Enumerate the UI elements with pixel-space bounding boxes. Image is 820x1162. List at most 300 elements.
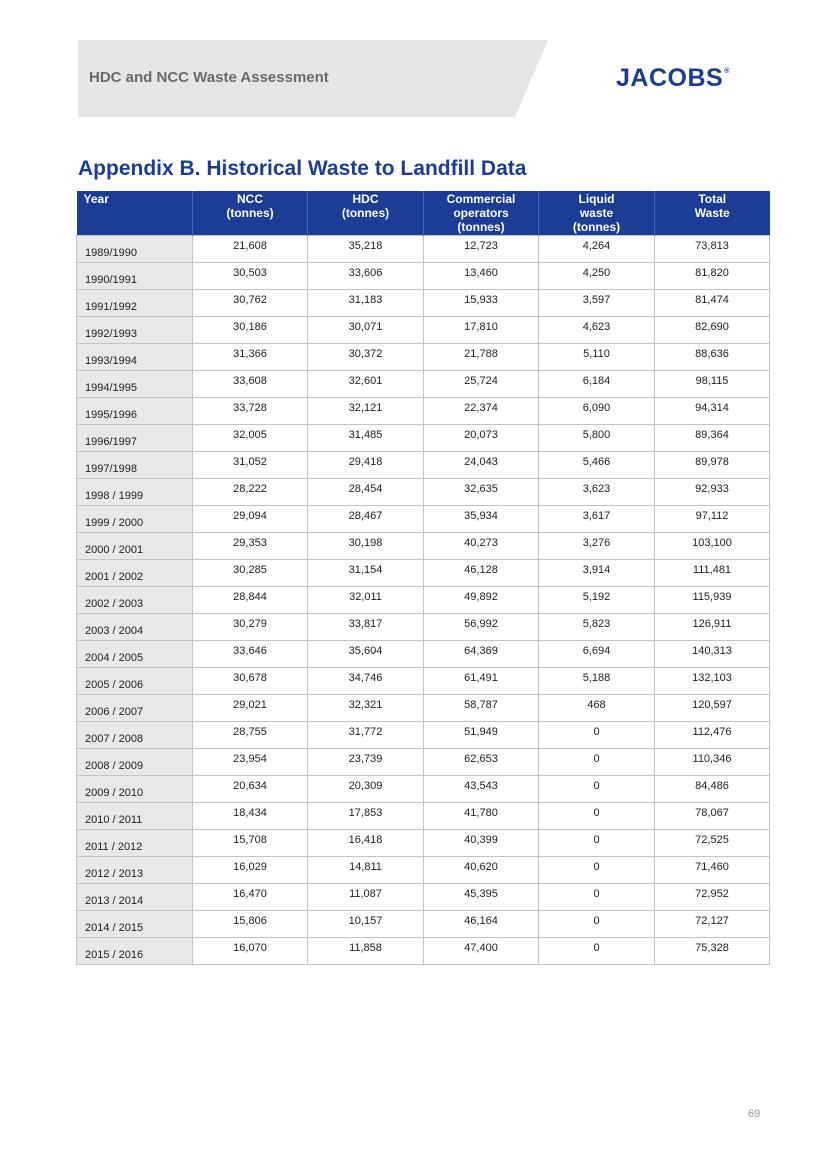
- cell-value: 89,364: [695, 429, 729, 441]
- cell-total: [655, 587, 770, 614]
- cell-year: [77, 263, 193, 290]
- cell-value: 0: [593, 888, 600, 900]
- cell-ncc: [193, 452, 308, 479]
- cell-hdc: [308, 938, 424, 965]
- cell-value: 28,467: [348, 510, 383, 522]
- cell-hdc: [308, 587, 424, 614]
- cell-value: 15,933: [464, 294, 498, 306]
- cell-value: 35,218: [348, 240, 383, 252]
- cell-value: 51,949: [464, 726, 498, 738]
- cell-value: 4,264: [582, 240, 611, 252]
- cell-value: 11,858: [349, 942, 382, 954]
- cell-total: [655, 938, 770, 965]
- cell-hdc: [308, 560, 424, 587]
- cell-value: 24,043: [464, 456, 498, 468]
- cell-hdc: [308, 425, 424, 452]
- cell-hdc: [308, 695, 424, 722]
- cell-commercial: [424, 506, 539, 533]
- cell-value: 56,992: [464, 618, 498, 630]
- cell-hdc: [308, 614, 424, 641]
- cell-year: [77, 938, 193, 965]
- cell-value: 28,454: [348, 483, 383, 495]
- cell-ncc: [193, 641, 308, 668]
- cell-hdc: [308, 371, 424, 398]
- cell-value: 41,780: [464, 807, 498, 819]
- cell-total: [655, 344, 770, 371]
- cell-year: [77, 398, 193, 425]
- cell-liquid: [539, 641, 655, 668]
- cell-total: [655, 749, 770, 776]
- cell-liquid: [539, 614, 655, 641]
- cell-hdc: [308, 452, 424, 479]
- cell-year: [77, 452, 193, 479]
- cell-value: 58,787: [464, 699, 498, 711]
- cell-liquid: [539, 668, 655, 695]
- cell-liquid: [539, 560, 655, 587]
- cell-value: 0: [593, 834, 600, 846]
- cell-value: 20,309: [348, 780, 383, 792]
- cell-value: 29,418: [348, 456, 383, 468]
- cell-commercial: [424, 695, 539, 722]
- cell-liquid: [539, 884, 655, 911]
- cell-ncc: [193, 776, 308, 803]
- cell-value: 3,914: [582, 564, 611, 576]
- cell-commercial: [424, 533, 539, 560]
- cell-ncc: [193, 317, 308, 344]
- cell-value: 47,400: [464, 942, 498, 954]
- cell-commercial: [424, 479, 539, 506]
- waste-data-table: [76, 191, 770, 965]
- cell-value: 1991/1992: [85, 301, 137, 313]
- table-row: [77, 803, 770, 830]
- cell-value: 30,285: [233, 564, 267, 576]
- cell-value: 120,597: [692, 699, 732, 711]
- cell-hdc: [308, 857, 424, 884]
- cell-ncc: [193, 506, 308, 533]
- cell-commercial: [424, 317, 539, 344]
- cell-ncc: [193, 668, 308, 695]
- cell-commercial: [424, 722, 539, 749]
- cell-value: 468: [587, 699, 606, 711]
- cell-value: 5,188: [582, 672, 611, 684]
- cell-value: 2007 / 2008: [85, 733, 144, 745]
- cell-value: 2006 / 2007: [85, 706, 144, 718]
- table-row: [77, 938, 770, 965]
- cell-year: [77, 830, 193, 857]
- cell-value: 2000 / 2001: [85, 544, 144, 556]
- cell-commercial: [424, 452, 539, 479]
- cell-value: 1989/1990: [85, 247, 137, 259]
- cell-commercial: [424, 938, 539, 965]
- cell-value: 29,021: [233, 699, 267, 711]
- cell-value: 2014 / 2015: [85, 922, 144, 934]
- cell-value: 61,491: [464, 672, 498, 684]
- cell-liquid: [539, 425, 655, 452]
- cell-value: 98,115: [695, 375, 729, 387]
- cell-ncc: [193, 344, 308, 371]
- cell-value: 1992/1993: [85, 328, 137, 340]
- cell-value: 6,184: [582, 375, 611, 387]
- cell-value: 1993/1994: [85, 355, 137, 367]
- table-row: [77, 857, 770, 884]
- column-header-hdc: [308, 191, 424, 236]
- cell-year: [77, 317, 193, 344]
- table-row: [77, 371, 770, 398]
- cell-value: 16,070: [233, 942, 267, 954]
- cell-hdc: [308, 722, 424, 749]
- cell-total: [655, 317, 770, 344]
- table-row: [77, 641, 770, 668]
- cell-value: 30,198: [348, 537, 383, 549]
- cell-liquid: [539, 452, 655, 479]
- cell-hdc: [308, 236, 424, 263]
- cell-value: 6,090: [582, 402, 611, 414]
- cell-value: 25,724: [464, 375, 498, 387]
- cell-value: 126,911: [692, 618, 732, 630]
- cell-commercial: [424, 236, 539, 263]
- cell-total: [655, 506, 770, 533]
- cell-value: 32,121: [348, 402, 383, 414]
- table-row: [77, 668, 770, 695]
- cell-value: 88,636: [695, 348, 729, 360]
- cell-value: 30,503: [233, 267, 267, 279]
- page-title: Appendix B. Historical Waste to Landfill Data: [78, 157, 527, 180]
- cell-value: 112,476: [692, 726, 732, 738]
- table-row: [77, 479, 770, 506]
- cell-value: 31,183: [348, 294, 383, 306]
- cell-value: 103,100: [692, 537, 732, 549]
- cell-liquid: [539, 587, 655, 614]
- table-header-row: [77, 191, 770, 236]
- cell-value: 81,474: [695, 294, 729, 306]
- cell-commercial: [424, 425, 539, 452]
- table-row: [77, 776, 770, 803]
- cell-commercial: [424, 614, 539, 641]
- cell-year: [77, 290, 193, 317]
- cell-liquid: [539, 776, 655, 803]
- cell-year: [77, 614, 193, 641]
- cell-liquid: [539, 506, 655, 533]
- cell-value: 11,087: [349, 888, 382, 900]
- logo-registered-mark: ®: [724, 68, 730, 75]
- table-row: [77, 317, 770, 344]
- cell-value: 31,366: [233, 348, 267, 360]
- cell-value: 49,892: [464, 591, 498, 603]
- cell-year: [77, 749, 193, 776]
- column-header-line: NCC: [237, 192, 263, 206]
- cell-liquid: [539, 263, 655, 290]
- cell-value: 33,606: [348, 267, 383, 279]
- cell-hdc: [308, 803, 424, 830]
- cell-value: 0: [593, 753, 600, 765]
- cell-liquid: [539, 803, 655, 830]
- jacobs-logo: [616, 64, 730, 93]
- cell-value: 30,186: [233, 321, 267, 333]
- table-row: [77, 587, 770, 614]
- cell-ncc: [193, 884, 308, 911]
- cell-value: 33,817: [348, 618, 383, 630]
- cell-ncc: [193, 263, 308, 290]
- cell-year: [77, 722, 193, 749]
- cell-liquid: [539, 695, 655, 722]
- cell-year: [77, 479, 193, 506]
- cell-value: 78,067: [695, 807, 729, 819]
- cell-total: [655, 641, 770, 668]
- cell-ncc: [193, 587, 308, 614]
- cell-value: 2013 / 2014: [85, 895, 144, 907]
- cell-value: 40,620: [464, 861, 498, 873]
- cell-total: [655, 722, 770, 749]
- cell-value: 20,073: [464, 429, 498, 441]
- cell-value: 1994/1995: [85, 382, 137, 394]
- cell-hdc: [308, 479, 424, 506]
- cell-value: 16,470: [233, 888, 267, 900]
- cell-value: 20,634: [233, 780, 267, 792]
- column-header-commercial: [424, 191, 539, 236]
- cell-value: 72,952: [695, 888, 729, 900]
- cell-commercial: [424, 857, 539, 884]
- cell-value: 3,597: [582, 294, 611, 306]
- table-row: [77, 263, 770, 290]
- cell-total: [655, 803, 770, 830]
- cell-value: 1997/1998: [85, 463, 137, 475]
- cell-liquid: [539, 398, 655, 425]
- cell-year: [77, 857, 193, 884]
- cell-total: [655, 290, 770, 317]
- cell-value: 46,164: [464, 915, 498, 927]
- cell-hdc: [308, 749, 424, 776]
- cell-hdc: [308, 506, 424, 533]
- cell-value: 2015 / 2016: [85, 949, 144, 961]
- cell-value: 40,273: [464, 537, 498, 549]
- cell-value: 28,222: [233, 483, 267, 495]
- cell-total: [655, 398, 770, 425]
- cell-commercial: [424, 641, 539, 668]
- cell-commercial: [424, 776, 539, 803]
- cell-liquid: [539, 479, 655, 506]
- cell-liquid: [539, 938, 655, 965]
- cell-total: [655, 884, 770, 911]
- cell-value: 15,806: [233, 915, 267, 927]
- cell-value: 21,608: [233, 240, 267, 252]
- cell-value: 45,395: [464, 888, 498, 900]
- cell-year: [77, 776, 193, 803]
- cell-value: 18,434: [233, 807, 267, 819]
- cell-value: 30,279: [233, 618, 267, 630]
- cell-value: 13,460: [464, 267, 498, 279]
- logo-text: JACOBS: [616, 64, 724, 92]
- cell-ncc: [193, 614, 308, 641]
- cell-value: 21,788: [464, 348, 498, 360]
- cell-total: [655, 857, 770, 884]
- cell-ncc: [193, 560, 308, 587]
- cell-liquid: [539, 722, 655, 749]
- cell-hdc: [308, 830, 424, 857]
- cell-value: 5,192: [582, 591, 611, 603]
- cell-value: 0: [593, 807, 600, 819]
- cell-ncc: [193, 803, 308, 830]
- cell-ncc: [193, 722, 308, 749]
- cell-total: [655, 479, 770, 506]
- cell-hdc: [308, 884, 424, 911]
- cell-value: 32,321: [348, 699, 383, 711]
- cell-value: 31,052: [233, 456, 267, 468]
- cell-year: [77, 884, 193, 911]
- cell-value: 29,094: [233, 510, 267, 522]
- cell-ncc: [193, 857, 308, 884]
- cell-value: 115,939: [692, 591, 732, 603]
- cell-value: 2009 / 2010: [85, 787, 144, 799]
- cell-value: 140,313: [692, 645, 732, 657]
- cell-total: [655, 371, 770, 398]
- table-row: [77, 614, 770, 641]
- cell-value: 2004 / 2005: [85, 652, 144, 664]
- cell-value: 1998 / 1999: [85, 490, 144, 502]
- column-header-line: Commercial: [446, 192, 516, 206]
- cell-commercial: [424, 398, 539, 425]
- cell-year: [77, 668, 193, 695]
- cell-ncc: [193, 236, 308, 263]
- cell-value: 14,811: [349, 861, 382, 873]
- cell-hdc: [308, 317, 424, 344]
- cell-ncc: [193, 749, 308, 776]
- cell-year: [77, 506, 193, 533]
- cell-value: 1999 / 2000: [85, 517, 144, 529]
- cell-commercial: [424, 830, 539, 857]
- cell-ncc: [193, 695, 308, 722]
- cell-value: 2005 / 2006: [85, 679, 144, 691]
- cell-value: 23,739: [348, 753, 383, 765]
- cell-ncc: [193, 479, 308, 506]
- cell-value: 17,853: [348, 807, 383, 819]
- column-header-line: (tonnes): [341, 206, 390, 220]
- cell-total: [655, 830, 770, 857]
- table-row: [77, 236, 770, 263]
- cell-year: [77, 695, 193, 722]
- cell-value: 64,369: [464, 645, 498, 657]
- cell-value: 6,694: [582, 645, 611, 657]
- cell-total: [655, 695, 770, 722]
- header-title: HDC and NCC Waste Assessment: [89, 69, 329, 86]
- cell-ncc: [193, 533, 308, 560]
- cell-total: [655, 425, 770, 452]
- cell-commercial: [424, 344, 539, 371]
- cell-ncc: [193, 938, 308, 965]
- cell-value: 33,646: [233, 645, 267, 657]
- cell-value: 4,623: [582, 321, 611, 333]
- cell-total: [655, 614, 770, 641]
- cell-value: 3,617: [582, 510, 611, 522]
- cell-total: [655, 263, 770, 290]
- cell-year: [77, 371, 193, 398]
- cell-value: 12,723: [464, 240, 498, 252]
- cell-value: 0: [593, 942, 600, 954]
- cell-liquid: [539, 236, 655, 263]
- cell-value: 84,486: [695, 780, 729, 792]
- cell-value: 2002 / 2003: [85, 598, 144, 610]
- cell-value: 31,154: [348, 564, 383, 576]
- cell-total: [655, 533, 770, 560]
- cell-value: 73,813: [695, 240, 729, 252]
- cell-year: [77, 344, 193, 371]
- cell-value: 2010 / 2011: [85, 814, 143, 826]
- table-row: [77, 533, 770, 560]
- cell-value: 92,933: [695, 483, 729, 495]
- cell-liquid: [539, 344, 655, 371]
- cell-value: 34,746: [348, 672, 383, 684]
- cell-value: 31,485: [348, 429, 383, 441]
- cell-year: [77, 803, 193, 830]
- cell-value: 75,328: [695, 942, 729, 954]
- cell-value: 43,543: [464, 780, 498, 792]
- cell-liquid: [539, 290, 655, 317]
- cell-value: 81,820: [695, 267, 729, 279]
- table-row: [77, 695, 770, 722]
- table-row: [77, 344, 770, 371]
- cell-value: 5,110: [583, 348, 610, 360]
- cell-commercial: [424, 371, 539, 398]
- cell-commercial: [424, 911, 539, 938]
- cell-hdc: [308, 290, 424, 317]
- cell-value: 32,011: [349, 591, 382, 603]
- cell-value: 31,772: [348, 726, 383, 738]
- cell-value: 28,755: [233, 726, 267, 738]
- cell-value: 2011 / 2012: [85, 841, 143, 853]
- cell-ncc: [193, 290, 308, 317]
- cell-hdc: [308, 398, 424, 425]
- cell-value: 15,708: [233, 834, 267, 846]
- cell-value: 89,978: [695, 456, 729, 468]
- table-row: [77, 560, 770, 587]
- cell-value: 30,071: [348, 321, 383, 333]
- cell-value: 4,250: [582, 267, 611, 279]
- cell-value: 10,157: [348, 915, 383, 927]
- cell-liquid: [539, 749, 655, 776]
- table-row: [77, 911, 770, 938]
- cell-total: [655, 776, 770, 803]
- cell-value: 1995/1996: [85, 409, 137, 421]
- cell-value: 35,934: [464, 510, 498, 522]
- cell-liquid: [539, 830, 655, 857]
- cell-total: [655, 236, 770, 263]
- cell-ncc: [193, 398, 308, 425]
- cell-value: 16,418: [348, 834, 383, 846]
- cell-value: 2008 / 2009: [85, 760, 144, 772]
- cell-value: 30,762: [233, 294, 267, 306]
- cell-value: 82,690: [695, 321, 729, 333]
- column-header-line: (tonnes): [457, 220, 505, 234]
- cell-year: [77, 425, 193, 452]
- column-header-line: Year: [83, 192, 109, 206]
- cell-value: 3,276: [582, 537, 611, 549]
- table-row: [77, 290, 770, 317]
- cell-value: 62,653: [464, 753, 498, 765]
- table-row: [77, 425, 770, 452]
- table-row: [77, 398, 770, 425]
- cell-ncc: [193, 425, 308, 452]
- cell-year: [77, 641, 193, 668]
- cell-hdc: [308, 776, 424, 803]
- cell-value: 97,112: [695, 510, 729, 522]
- table-row: [77, 452, 770, 479]
- cell-value: 23,954: [233, 753, 267, 765]
- column-header-line: (tonnes): [572, 220, 621, 234]
- cell-hdc: [308, 641, 424, 668]
- cell-ncc: [193, 911, 308, 938]
- cell-value: 22,374: [464, 402, 498, 414]
- cell-value: 71,460: [695, 861, 729, 873]
- cell-value: 2012 / 2013: [85, 868, 144, 880]
